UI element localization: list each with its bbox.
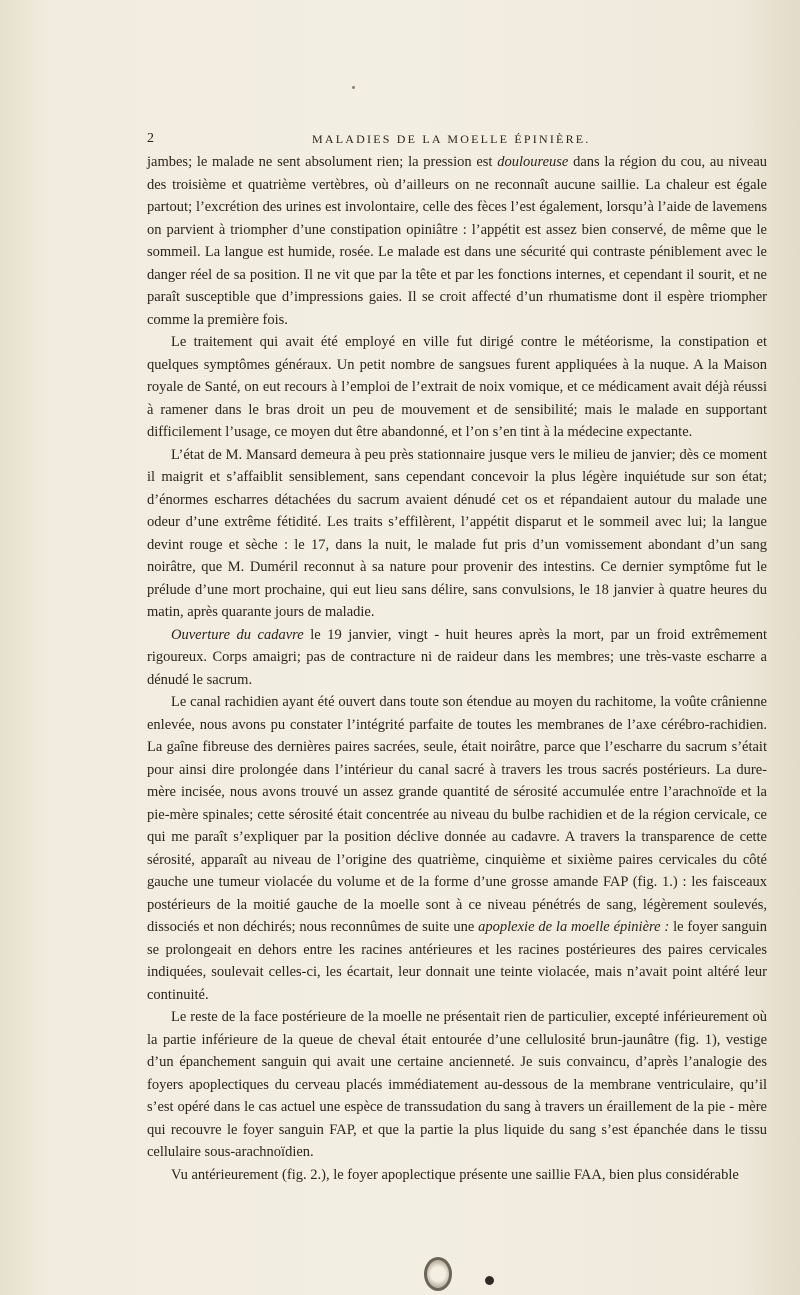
binding-dot [485,1276,494,1285]
binding-ring [424,1257,452,1291]
paragraph [147,691,767,1006]
text-run: Vu antérieurement (fig. 2.), le foyer apoplectique présente une saillie FAA, bien plus considérable [171,1166,739,1183]
text-run: dans la région du cou, au niveau des troisième et quatrième vertèbres, où d’ailleurs on ne reconnaît aucune saillie. La chaleur est égale partout; l’excrétion des urines est involontaire, celle des fèces l’est également, lorsqu’à l’aide de lavemens on parvient à triompher d’une constipation opiniâtre : l’appétit est assez bien conservé, de même que le sommeil. La langue est humide, rosée. Le malade est dans une sécurité qui contraste péniblement avec le danger réel de sa position. Il ne vit que par la tête et par les fonctions internes, et cependant il sourit, et ne paraît susceptible que d’impressions gaies. Il se croit affecté d’un rhumatisme dont il espère triompher comme la première fois. [147,154,767,328]
text-run: Le traitement qui avait été employé en ville fut dirigé contre le météorisme, la constipation et quelques symptômes généraux. Un petit nombre de sangsues furent appliquées à la nuque. A la Maison royale de Santé, on eut recours à l’emploi de l’extrait de noix vomique, et ce médicament avait déjà réussi à ramener dans le bras droit un peu de mouvement et de sensibilité; mais le malade en supportant difficilement l’usage, ce moyen dut être abandonné, et l’on s’en tint à la médecine expectante. [147,334,767,440]
italic-text: apoplexie de la moelle épinière : [478,919,670,935]
page-number: 2 [147,131,154,146]
ink-speck [352,86,355,89]
paragraph [147,1006,767,1164]
text-run: le 19 janvier, vingt - huit heures après la mort, par un froid extrêmement rigoureux. Corps amaigri; pas de contracture ni de raideur dans les membres; une très-vaste escharre a dénudé le sacrum. [147,626,768,688]
text-run: L’état de M. Mansard demeura à peu près stationnaire jusque vers le milieu de janvier; dès ce moment il maigrit et s’affaiblit sensiblement, sans cependant concevoir la plus légère inquiétude sur son état; d’énormes escharres détachées du sacrum avaient dénudé cet os et répandaient autour du malade une odeur d’une extrême fétidité. Les traits s’effilèrent, l’appétit disparut et le sommeil avec lui; la langue devint rouge et sèche : le 17, dans la nuit, le malade fut pris d’un vomissement abondant d’un sang noirâtre, que M. Duméril reconnut à sa nature pour provenir des intestins. Ce dernier symptôme fut le prélude d’une mort prochaine, qui eut lieu sans délire, sans convulsions, le 18 janvier à quatre heures du matin, après quarante jours de maladie. [147,446,767,620]
page-header [147,131,767,151]
paragraph [147,624,767,692]
paragraph [147,1164,767,1187]
paragraph [147,444,767,624]
paragraph [147,151,767,331]
text-run: Le canal rachidien ayant été ouvert dans toute son étendue au moyen du rachitome, la voûte crânienne enlevée, nous avons pu constater l’intégrité parfaite de toutes les membranes de l’axe cérébro-rachidien. La gaîne fibreuse des dernières paires sacrées, seule, était noirâtre, parce que l’escharre du sacrum s’était pour ainsi dire prolongée dans l’intérieur du canal sacré à travers les trous sacrés postérieurs. La dure-mère incisée, nous avons trouvé un assez grande quantité de sérosité accumulée entre l’arachnoïde et la pie-mère spinales; cette sérosité était concentrée au niveau du bulbe rachidien et de la région cervicale, ce qui me paraît s’expliquer par la position déclive donnée au cadavre. A travers la transparence de cette sérosité, apparaît au niveau de l’origine des quatrième, cinquième et sixième paires cervicales du côté gauche une tumeur violacée du volume et de la forme d’une grosse amande FAP (fig. 1.) : les faisceaux postérieurs de la moitié gauche de la moelle sont à ce niveau pénétrés de sang, légèrement soulevés, dissociés et non déchirés; nous reconnûmes de suite une [147,694,767,935]
italic-text: Ouverture du cadavre [171,626,304,643]
text-run: jambes; le malade ne sent absolument rien; la pression est [147,154,498,170]
text-run: Le reste de la face postérieure de la moelle ne présentait rien de particulier, excepté inférieurement où la partie inférieure de la queue de cheval était entourée d’une cellulosité brun-jaunâtre (fig. 1), vestige d’un épanchement sanguin qui avait une certaine ancienneté. Je suis convaincu, d’après l’analogie des foyers apoplectiques du cerveau placés immédiatement au-dessous de la membrane ventriculaire, qu’il s’est opéré dans le cas actuel une espèce de transsudation du sang à travers un éraillement de la pie - mère qui recouvre le foyer sanguin FAP, et que la partie la plus liquide du sang s’est épanchée dans le tissu cellulaire sous-arachnoïdien. [147,1009,767,1160]
paragraph [147,331,767,444]
italic-text: douloureuse [497,154,569,170]
body-text [147,151,767,1186]
text-run: le foyer sanguin se prolongeait en dehors entre les racines antérieures et les racines postérieures des paires cervicales indiquées, soulevait celles-ci, les écartait, leur donnait une teinte violacée, mais n’avait point altéré leur continuité. [147,919,767,1003]
running-title: MALADIES DE LA MOELLE ÉPINIÈRE. [312,132,591,146]
